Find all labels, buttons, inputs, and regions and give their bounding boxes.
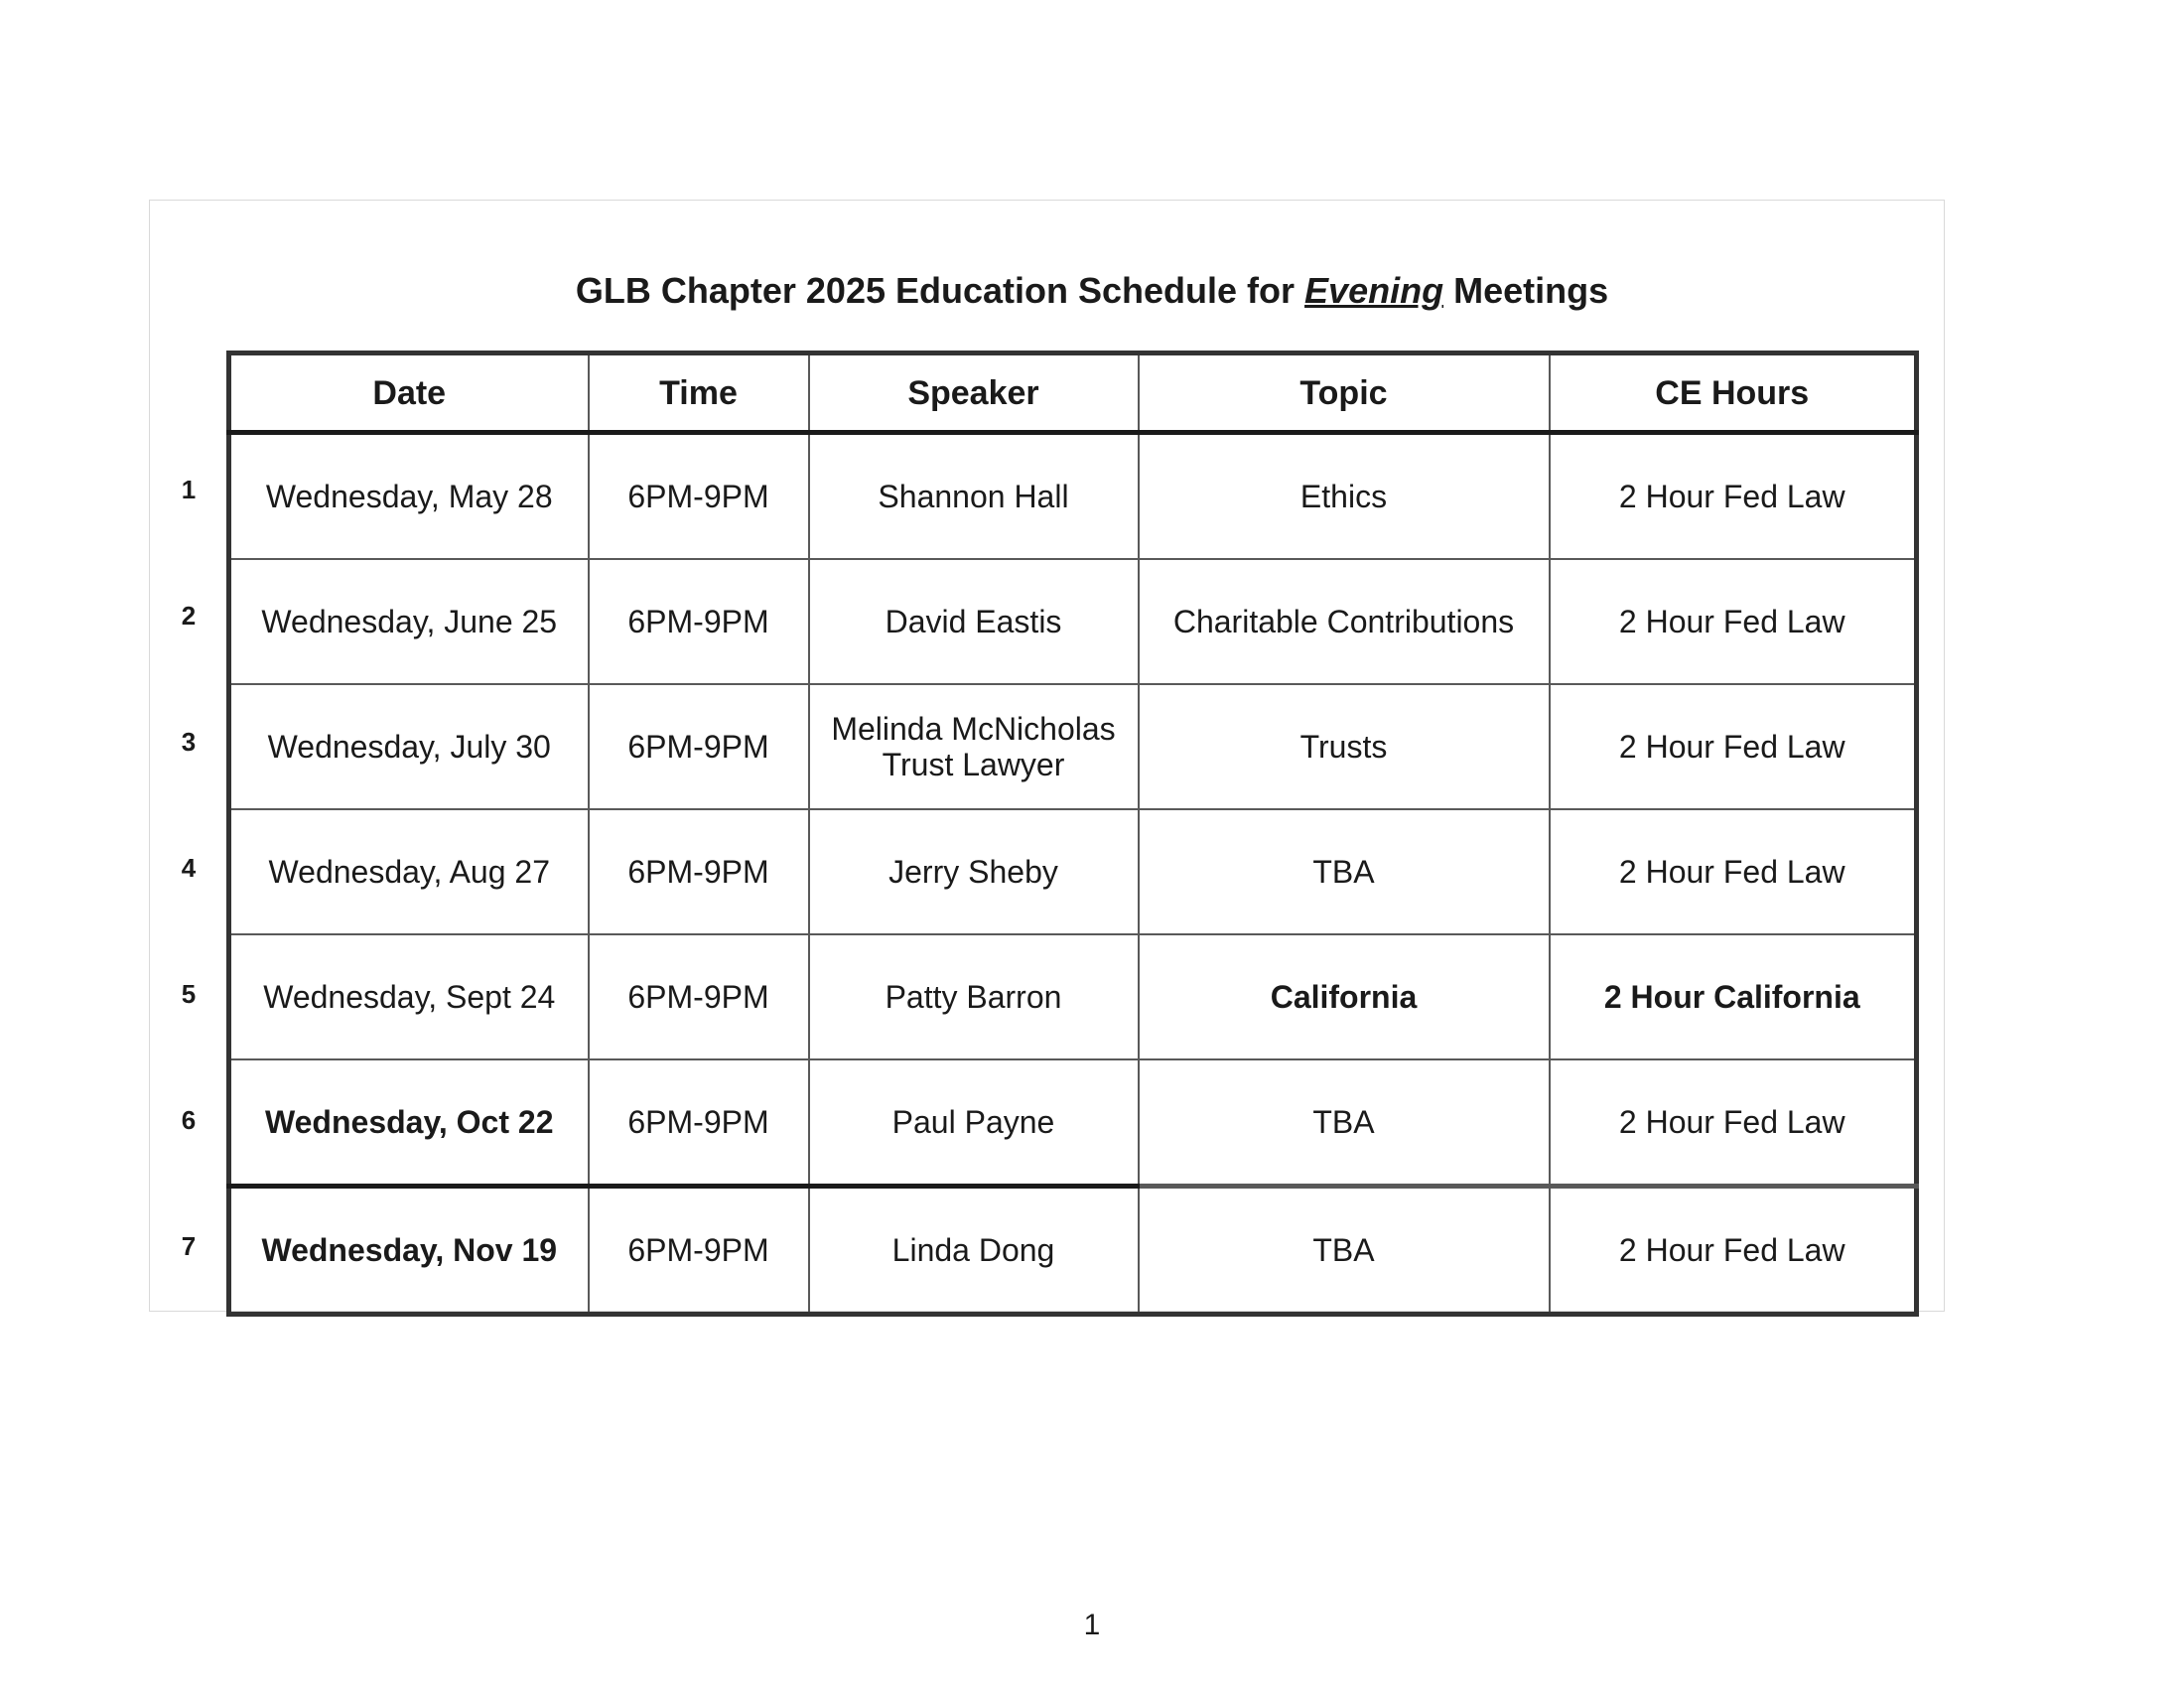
cell-ce-hours: 2 Hour Fed Law bbox=[1550, 1187, 1917, 1315]
cell-speaker bbox=[809, 1187, 1139, 1315]
table-row bbox=[229, 809, 1917, 934]
cell-time: 6PM-9PM bbox=[589, 1059, 809, 1187]
cell-topic: Trusts bbox=[1139, 684, 1550, 809]
speaker-name: Jerry Sheby bbox=[888, 854, 1058, 890]
table-row bbox=[229, 1187, 1917, 1315]
speaker-name: Paul Payne bbox=[891, 1104, 1055, 1140]
row-number-1: 1 bbox=[181, 475, 197, 504]
cell-time: 6PM-9PM bbox=[589, 809, 809, 934]
cell-ce-hours: 2 Hour Fed Law bbox=[1550, 684, 1917, 809]
header-date: Date bbox=[229, 353, 589, 433]
table-row bbox=[229, 684, 1917, 809]
cell-ce-hours: 2 Hour Fed Law bbox=[1550, 559, 1917, 684]
header-topic: Topic bbox=[1139, 353, 1550, 433]
row-number-2: 2 bbox=[181, 601, 197, 631]
cell-time: 6PM-9PM bbox=[589, 559, 809, 684]
cell-time: 6PM-9PM bbox=[589, 1187, 809, 1315]
cell-time: 6PM-9PM bbox=[589, 433, 809, 560]
cell-speaker bbox=[809, 934, 1139, 1059]
cell-topic: Ethics bbox=[1139, 433, 1550, 560]
cell-ce-hours: 2 Hour California bbox=[1550, 934, 1917, 1059]
speaker-name: Patty Barron bbox=[885, 979, 1062, 1015]
cell-topic: TBA bbox=[1139, 1187, 1550, 1315]
cell-speaker bbox=[809, 809, 1139, 934]
cell-topic: California bbox=[1139, 934, 1550, 1059]
table-row bbox=[229, 433, 1917, 560]
row-number-3: 3 bbox=[181, 727, 197, 757]
row-number-6: 6 bbox=[181, 1105, 197, 1135]
speaker-name: Melinda McNicholas bbox=[831, 711, 1116, 747]
cell-date: Wednesday, May 28 bbox=[229, 433, 589, 560]
row-number-4: 4 bbox=[181, 853, 197, 883]
cell-time: 6PM-9PM bbox=[589, 684, 809, 809]
page-number: 1 bbox=[1083, 1609, 1101, 1641]
speaker-name: David Eastis bbox=[885, 604, 1062, 639]
cell-speaker bbox=[809, 1059, 1139, 1187]
cell-date: Wednesday, Nov 19 bbox=[229, 1187, 589, 1315]
row-number-7: 7 bbox=[181, 1231, 197, 1261]
cell-speaker bbox=[809, 433, 1139, 560]
title-emphasis: Evening bbox=[1304, 270, 1444, 311]
cell-ce-hours: 2 Hour Fed Law bbox=[1550, 433, 1917, 560]
title-before: GLB Chapter 2025 Education Schedule for bbox=[575, 270, 1305, 311]
page-title bbox=[0, 270, 2184, 312]
cell-ce-hours: 2 Hour Fed Law bbox=[1550, 809, 1917, 934]
cell-date: Wednesday, July 30 bbox=[229, 684, 589, 809]
table-row bbox=[229, 559, 1917, 684]
speaker-name: Linda Dong bbox=[891, 1232, 1055, 1268]
cell-date: Wednesday, Sept 24 bbox=[229, 934, 589, 1059]
header-time: Time bbox=[589, 353, 809, 433]
table-header-row bbox=[229, 353, 1917, 433]
row-number-5: 5 bbox=[181, 979, 197, 1009]
schedule-table bbox=[226, 351, 1919, 1317]
cell-date: Wednesday, Aug 27 bbox=[229, 809, 589, 934]
table-row bbox=[229, 1059, 1917, 1187]
cell-speaker bbox=[809, 684, 1139, 809]
cell-topic: TBA bbox=[1139, 1059, 1550, 1187]
speaker-title: Trust Lawyer bbox=[882, 747, 1065, 782]
title-after: Meetings bbox=[1443, 270, 1609, 311]
speaker-name: Shannon Hall bbox=[878, 479, 1069, 514]
cell-ce-hours: 2 Hour Fed Law bbox=[1550, 1059, 1917, 1187]
header-ce-hours: CE Hours bbox=[1550, 353, 1917, 433]
cell-time: 6PM-9PM bbox=[589, 934, 809, 1059]
cell-date: Wednesday, June 25 bbox=[229, 559, 589, 684]
cell-topic: TBA bbox=[1139, 809, 1550, 934]
cell-topic: Charitable Contributions bbox=[1139, 559, 1550, 684]
header-speaker: Speaker bbox=[809, 353, 1139, 433]
cell-speaker bbox=[809, 559, 1139, 684]
cell-date: Wednesday, Oct 22 bbox=[229, 1059, 589, 1187]
table-row bbox=[229, 934, 1917, 1059]
